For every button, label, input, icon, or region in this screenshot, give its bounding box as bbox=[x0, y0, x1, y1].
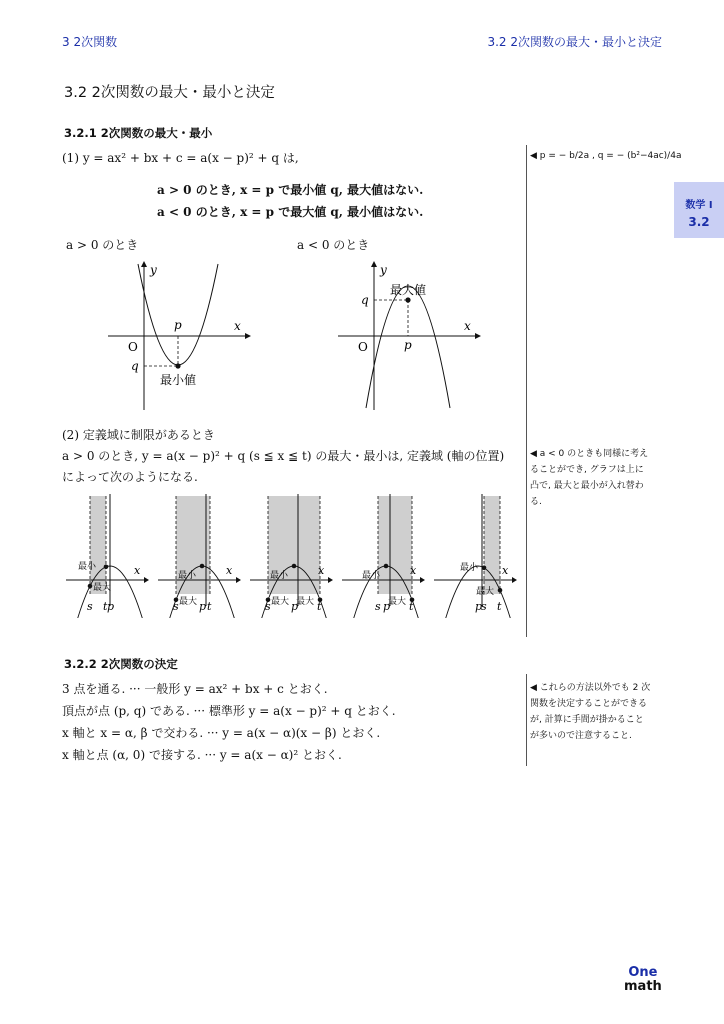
min-value-label: 最小値 bbox=[160, 373, 197, 387]
vertex-point bbox=[405, 297, 410, 302]
min-label: 最小 bbox=[460, 562, 479, 573]
y-label: y bbox=[150, 263, 157, 277]
max-label: 最大 bbox=[271, 596, 290, 607]
tick-label-p: p bbox=[291, 600, 299, 613]
tick-label-p: p bbox=[475, 600, 483, 613]
x-label: x bbox=[234, 319, 241, 333]
item1-intro: (1) y = ax² + bx + c = a(x − p)² + q は, bbox=[62, 151, 299, 165]
case-negative: a < 0 のとき, x = p で最大値 q, 最小値はない. bbox=[157, 205, 424, 219]
margin-rule-1 bbox=[526, 145, 527, 637]
domain-cases-graphs bbox=[62, 490, 524, 618]
tick-label-p: p bbox=[383, 600, 391, 613]
domain-shade bbox=[90, 496, 106, 594]
case-positive: a > 0 のとき, x = p で最小値 q, 最大値はない. bbox=[157, 183, 424, 197]
item2-line1: a > 0 のとき, y = a(x − p)² + q (s ≦ x ≦ t) の最大・最小は, 定義域 (軸の位置) bbox=[62, 449, 505, 463]
min-label: 最小 bbox=[78, 561, 97, 572]
origin-label: O bbox=[128, 340, 138, 354]
min-point bbox=[292, 564, 297, 569]
tick-label-s: s bbox=[265, 600, 271, 613]
max-point bbox=[88, 584, 93, 589]
item2-line2: によって次のようになる. bbox=[62, 470, 198, 484]
side-tab bbox=[674, 182, 724, 238]
q-label: q bbox=[361, 293, 369, 307]
side-note-2-line: 凸で, 最大と最小が入れ替わ bbox=[530, 481, 644, 491]
tick-label-s: s bbox=[481, 600, 487, 613]
min-label: 最小 bbox=[362, 571, 381, 581]
subsection-title-2: 3.2.2 2次関数の決定 bbox=[64, 657, 178, 671]
q-label: q bbox=[131, 359, 139, 373]
tick-label-p: p bbox=[107, 600, 115, 613]
max-label: 最大 bbox=[93, 583, 112, 593]
origin-label: O bbox=[358, 340, 368, 354]
max-label: 最大 bbox=[296, 596, 315, 607]
logo-line-1: One bbox=[628, 965, 658, 980]
x-axis-arrow bbox=[420, 577, 425, 583]
domain-shade bbox=[378, 496, 412, 594]
y-label: y bbox=[380, 263, 387, 277]
side-note-1: ◀ p = − b/2a , q = − (b²−4ac)/4a bbox=[530, 151, 682, 161]
x-label: x bbox=[318, 564, 325, 577]
side-note-2-line: る. bbox=[530, 497, 542, 507]
side-note-3-line: ◀ これらの方法以外でも 2 次 bbox=[530, 683, 651, 693]
x-axis-arrow bbox=[144, 577, 149, 583]
min-point bbox=[482, 566, 487, 571]
running-header-section: 3.2 2次関数の最大・最小と決定 bbox=[487, 35, 662, 49]
x-label: x bbox=[134, 564, 141, 577]
onemath-logo bbox=[624, 966, 662, 994]
side-note-2-line: ◀ a < 0 のときも同様に考え bbox=[530, 449, 649, 459]
side-note-2 bbox=[530, 446, 648, 510]
graph-upward-parabola bbox=[100, 256, 260, 412]
tick-label-p: p bbox=[199, 600, 207, 613]
min-label: 最小 bbox=[178, 571, 197, 581]
x-axis-arrow bbox=[328, 577, 333, 583]
tick-label-t: t bbox=[103, 600, 108, 613]
tick-label-t: t bbox=[207, 600, 212, 613]
max-label: 最大 bbox=[388, 596, 407, 607]
subsection-title-1: 3.2.1 2次関数の最大・最小 bbox=[64, 126, 213, 140]
decision-line-4: x 軸と点 (α, 0) で接する. ··· y = a(x − α)² とおく. bbox=[62, 748, 342, 762]
min-point bbox=[200, 564, 205, 569]
max-label: 最大 bbox=[476, 587, 495, 598]
side-note-3-line: が多いので注意すること. bbox=[530, 731, 632, 741]
side-tab-subject: 数学 I bbox=[685, 200, 713, 211]
graph-negative-caption: a < 0 のとき bbox=[297, 238, 370, 252]
x-label: x bbox=[410, 564, 417, 577]
max-point bbox=[498, 588, 503, 593]
x-label: x bbox=[464, 319, 471, 333]
side-note-2-line: ることができ, グラフは上に bbox=[530, 465, 644, 475]
vertex-point bbox=[175, 363, 180, 368]
max-label: 最大 bbox=[179, 596, 198, 607]
tick-label-t: t bbox=[497, 600, 502, 613]
decision-line-3: x 軸と x = α, β で交わる. ··· y = a(x − α)(x − β) とおく. bbox=[62, 726, 381, 740]
min-point bbox=[104, 565, 109, 570]
graph-downward-parabola bbox=[330, 256, 490, 412]
decision-line-1: 3 点を通る. ··· 一般形 y = ax² + bx + c とおく. bbox=[62, 682, 328, 696]
x-label: x bbox=[226, 564, 233, 577]
tick-label-s: s bbox=[87, 600, 93, 613]
p-label: p bbox=[404, 338, 412, 352]
parabola-curve bbox=[138, 264, 218, 365]
max-value-label: 最大値 bbox=[390, 283, 427, 297]
tick-label-s: s bbox=[375, 600, 381, 613]
section-title: 3.2 2次関数の最大・最小と決定 bbox=[64, 85, 275, 101]
margin-rule-2 bbox=[526, 674, 527, 766]
item2-title: (2) 定義域に制限があるとき bbox=[62, 428, 215, 442]
domain-shade bbox=[484, 496, 500, 594]
side-tab-section: 3.2 bbox=[688, 215, 710, 229]
running-header-chapter: 3 2次関数 bbox=[62, 35, 118, 49]
side-note-3-line: が, 計算に手間が掛かること bbox=[530, 715, 644, 725]
x-axis-arrow bbox=[236, 577, 241, 583]
graph-positive-caption: a > 0 のとき bbox=[66, 238, 139, 252]
x-axis-arrow bbox=[512, 577, 517, 583]
decision-line-2: 頂点が点 (p, q) である. ··· 標準形 y = a(x − p)² + q とおく. bbox=[62, 704, 396, 718]
tick-label-t: t bbox=[409, 600, 414, 613]
p-label: p bbox=[174, 318, 182, 332]
x-label: x bbox=[502, 564, 509, 577]
tick-label-s: s bbox=[173, 600, 179, 613]
tick-label-t: t bbox=[317, 600, 322, 613]
min-point bbox=[384, 564, 389, 569]
min-label: 最小 bbox=[270, 571, 289, 581]
logo-line-2: math bbox=[624, 979, 662, 994]
side-note-3-line: 関数を決定することができる bbox=[530, 699, 648, 709]
side-note-3 bbox=[530, 680, 650, 744]
